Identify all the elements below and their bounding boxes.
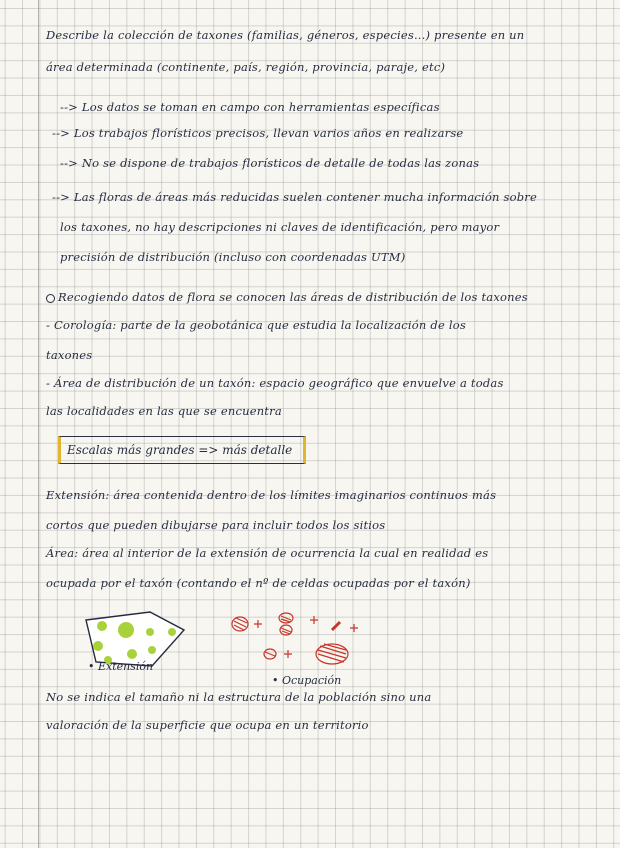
occurrence-dot [168,628,176,636]
text-line-11: taxones [46,348,93,362]
hatch-marks [281,628,291,634]
text-line-3: --> Los datos se toman en campo con herramientas específicas [60,100,440,114]
text-line-6: --> Las floras de áreas más reducidas suelen contener mucha información sobre [52,190,537,204]
text-line-2: área determinada (continente, país, región, provincia, paraje, etc) [46,60,446,74]
extension-label: • Extensión [88,660,154,673]
text-line-4: --> Los trabajos florísticos precisos, llevan varios años en realizarse [52,126,464,140]
dash-mark [332,622,340,630]
text-line-5: --> No se dispone de trabajos florísticos de detalle de todas las zonas [60,156,480,170]
text-line-13: las localidades en las que se encuentra [46,404,282,418]
plus-mark [310,616,318,624]
text-line-17: Área: área al interior de la extensión de ocurrencia la cual en realidad es [46,546,489,560]
text-line-12: - Área de distribución de un taxón: espacio geográfico que envuelve a todas [46,376,504,390]
text-line-20: valoración de la superficie que ocupa en un territorio [46,718,369,732]
text-line-9 [46,290,528,304]
occurrence-dot [127,649,137,659]
occurrence-dot [118,622,134,638]
occupation-label: • Ocupación [272,674,342,687]
text-line-1: Describe la colección de taxones (familias, géneros, especies...) presente en un [46,28,525,42]
occupation-figure [228,608,368,668]
text-line-16: cortos que pueden dibujarse para incluir todos los sitios [46,518,386,532]
hatch-marks [265,652,275,656]
plus-mark [254,620,262,628]
text-line-15: Extensión: área contenida dentro de los límites imaginarios continuos más [46,488,497,502]
occurrence-dot [148,646,156,654]
margin-line [38,0,39,848]
text-line-7: los taxones, no hay descripciones ni claves de identificación, pero mayor [60,220,500,234]
plus-mark [350,624,358,632]
text-line-19: No se indica el tamaño ni la estructura de la población sino una [46,690,432,704]
boxed-note [58,436,306,464]
plus-mark [284,650,292,658]
bullet-icon [46,294,55,303]
occurrence-dot [146,628,154,636]
boxed-note-text: Escalas más grandes => más detalle [67,443,293,457]
occurrence-dot [93,641,103,651]
hatch-marks [281,616,291,622]
text-line-18: ocupada por el taxón (contando el nº de celdas ocupadas por el taxón) [46,576,471,590]
hatch-marks [234,618,247,630]
text-line-8: precisión de distribución (incluso con coordenadas UTM) [60,250,406,264]
text-line-10: - Corología: parte de la geobotánica que estudia la localización de los [46,318,466,332]
occurrence-dot [97,621,107,631]
text-line-9-content: Recogiendo datos de flora se conocen las áreas de distribución de los taxones [58,290,528,304]
